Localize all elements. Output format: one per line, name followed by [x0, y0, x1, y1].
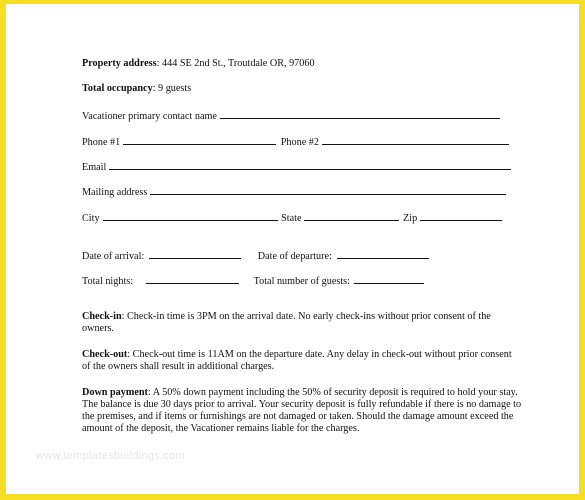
total-occupancy-line [82, 83, 191, 95]
checkin-paragraph [82, 311, 522, 335]
checkout-label: Check-out [82, 349, 128, 360]
watermark: www.templatesbuildings.com [36, 450, 186, 462]
down-payment-paragraph [82, 387, 522, 435]
arrival-label: Date of arrival: [82, 251, 145, 262]
city-field[interactable] [103, 210, 278, 221]
city-state-zip-row [82, 210, 502, 225]
contact-name-label: Vacationer primary contact name [82, 111, 217, 122]
state-label: State [281, 213, 302, 224]
departure-label: Date of departure: [257, 251, 332, 262]
city-label: City [82, 213, 100, 224]
document-page [6, 4, 579, 494]
down-payment-label: Down payment [82, 387, 148, 398]
zip-label: Zip [403, 213, 418, 224]
phone2-label: Phone #2 [280, 137, 319, 148]
departure-field[interactable] [337, 248, 429, 259]
guests-field[interactable] [354, 273, 424, 284]
guests-label: Total number of guests: [253, 276, 350, 287]
checkin-text: : Check-in time is 3PM on the arrival date. No early check-ins without prior consent of the owners. [82, 311, 491, 334]
phone-row [82, 134, 509, 149]
total-occupancy-value: : 9 guests [152, 83, 192, 94]
checkout-text: : Check-out time is 11AM on the departure date. Any delay in check-out without prior consent of the owners shall result in additional charges. [82, 349, 512, 372]
mailing-address-field[interactable] [150, 184, 506, 195]
state-field[interactable] [304, 210, 399, 221]
email-row [82, 159, 511, 174]
phone2-field[interactable] [322, 134, 509, 145]
down-payment-text: : A 50% down payment including the 50% of security deposit is required to hold your stay. The balance is due 30 days prior to arrival. Your security deposit is fully refundable if there is no damage to the premises, and if items or furnishings are not damaged or taken. Should the damage amount exceed the amount of the deposit, the Vacationer remains liable for the charges. [82, 387, 522, 434]
contact-name-field[interactable] [220, 108, 500, 119]
email-field[interactable] [109, 159, 511, 170]
property-address-value: : 444 SE 2nd St., Troutdale OR, 97060 [156, 58, 315, 69]
arrival-departure-row [82, 248, 429, 263]
total-occupancy-label: Total occupancy [82, 83, 153, 94]
contact-name-row [82, 108, 500, 123]
nights-label: Total nights: [82, 276, 134, 287]
phone1-label: Phone #1 [82, 137, 121, 148]
zip-field[interactable] [420, 210, 502, 221]
mailing-address-label: Mailing address [82, 187, 148, 198]
nights-field[interactable] [146, 273, 239, 284]
arrival-field[interactable] [149, 248, 241, 259]
mailing-address-row [82, 184, 506, 199]
checkout-paragraph [82, 349, 522, 373]
email-label: Email [82, 162, 107, 173]
property-address-label: Property address [82, 58, 157, 69]
phone1-field[interactable] [123, 134, 276, 145]
nights-guests-row [82, 273, 424, 288]
property-address-line [82, 58, 315, 70]
checkin-label: Check-in [82, 311, 122, 322]
